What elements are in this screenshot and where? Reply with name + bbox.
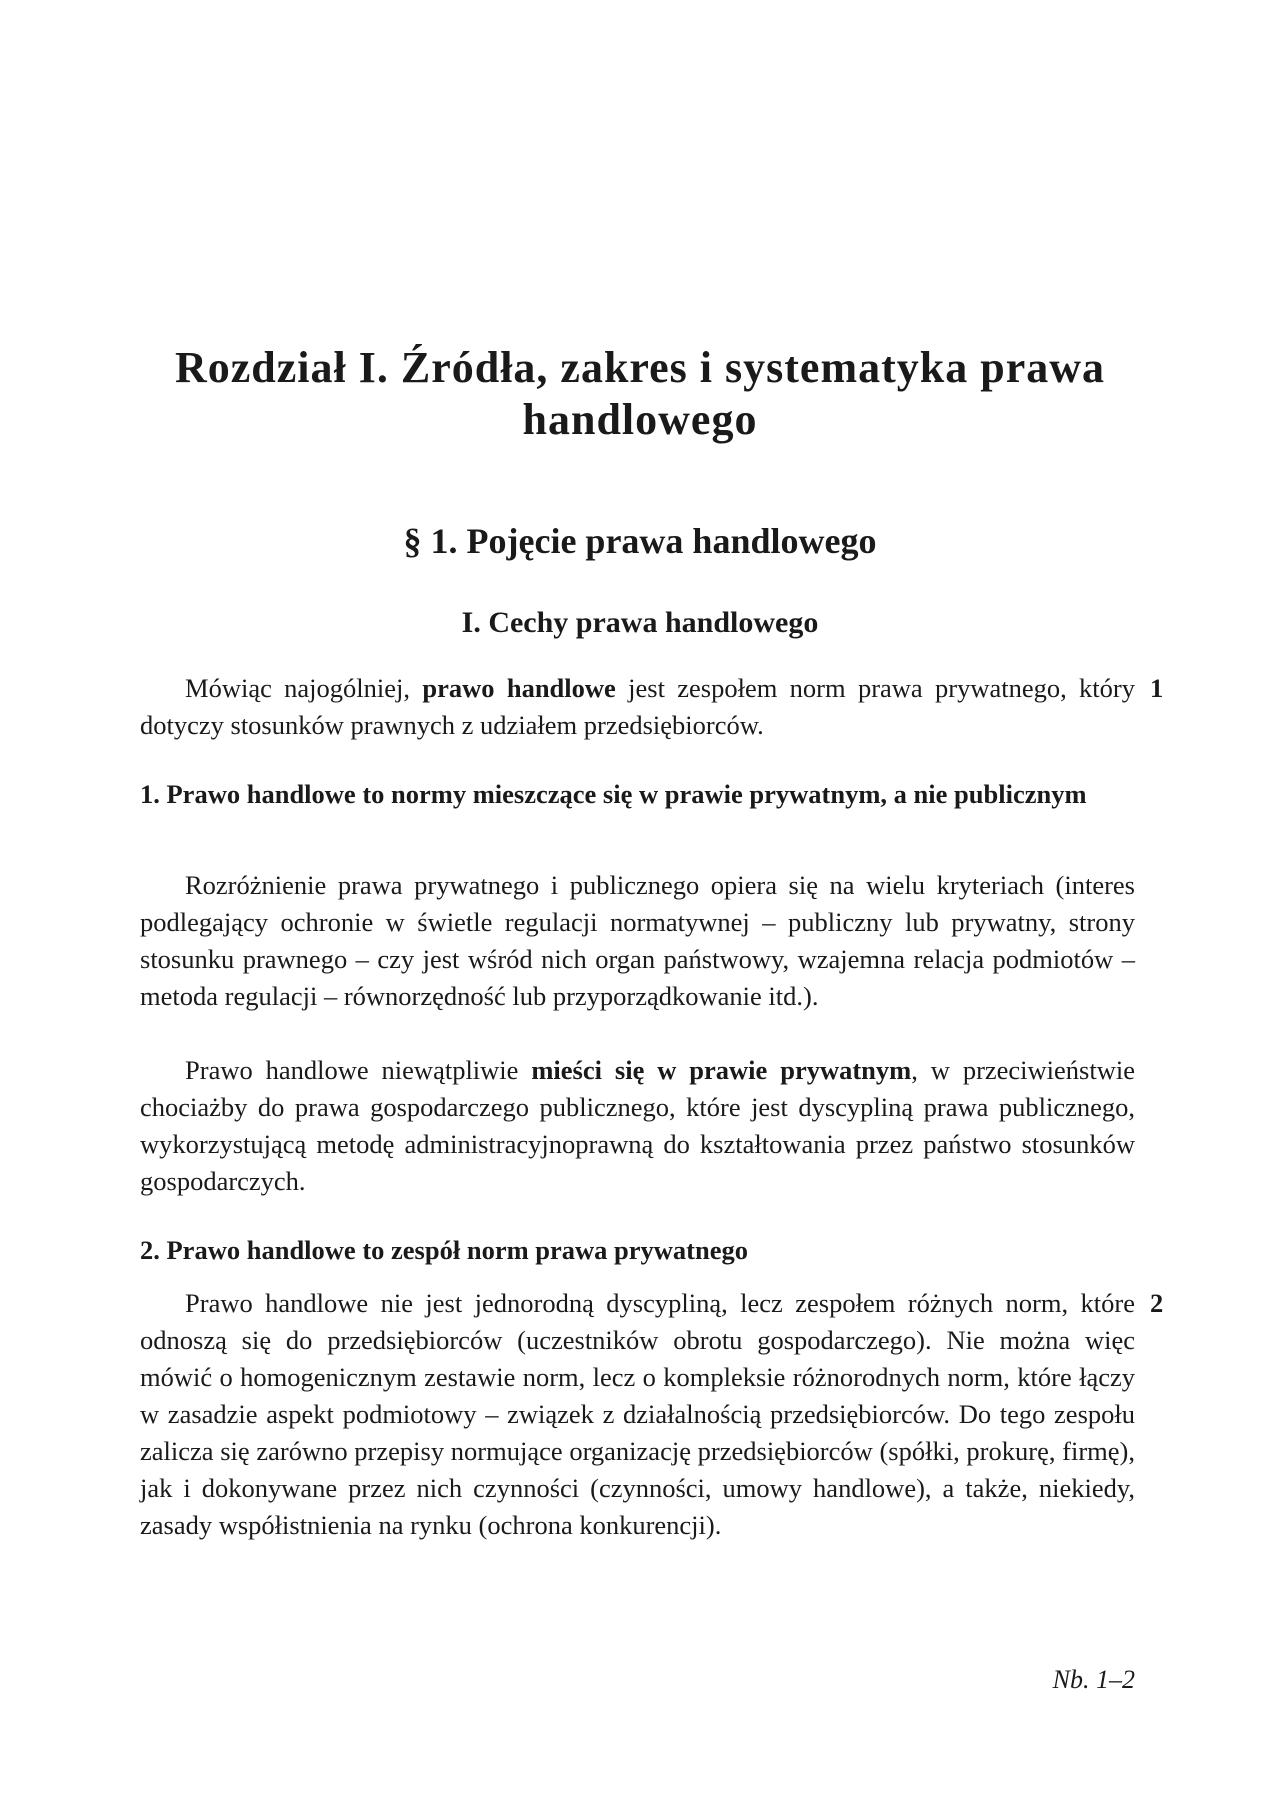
paragraph-4: Prawo handlowe nie jest jednorodną dyscypliną, lecz zespołem różnych norm, które odnoszą się do przedsiębiorców (uczestników obrotu gospodarczego). Nie można więc mówić o homogenicznym zestawie norm, lecz o kompleksie różnorodnych norm, które łączy w zasadzie aspekt podmiotowy – związek z działalnością przedsiębiorców. Do tego zespołu zalicza się zarówno przepisy normujące organizację przedsiębiorców (spółki, prokurę, firmę), jak i dokonywane przez nich czynności (czynności, umowy handlowe), a także, niekiedy, zasady współistnienia na rynku (ochrona konkurencji).	[140, 1288, 1135, 1540]
paragraph-3-bold-term: mieści się w prawie prywatnym	[531, 1055, 912, 1085]
paragraph-3	[140, 1052, 1135, 1200]
paragraph-1-bold-term: prawo handlowe	[422, 673, 616, 703]
chapter-title-line2: handlowego	[522, 395, 758, 444]
heading-1: 1. Prawo handlowe to normy mieszczące się w prawie prywatnym, a nie publicznym	[140, 779, 1087, 809]
heading-2: 2. Prawo handlowe to zespół norm prawa prywatnego	[140, 1235, 748, 1265]
paragraph-1-post: jest zespołem norm prawa prywatnego, który dotyczy stosunków prawnych z udziałem przedsiębiorców.	[140, 673, 1135, 740]
margin-number-1: 1	[1150, 673, 1164, 703]
chapter-title	[120, 342, 1160, 446]
footer-margin-numbers: Nb. 1–2	[1052, 1665, 1135, 1694]
chapter-title-line1: Rozdział I. Źródła, zakres i systematyka prawa	[174, 343, 1106, 392]
paragraph-1	[140, 670, 1135, 744]
paragraph-2: Rozróżnienie prawa prywatnego i publicznego opiera się na wielu kryteriach (interes podlegający ochronie w świetle regulacji normatywnej – publiczny lub prywatny, strony stosunku prawnego – czy jest wśród nich organ państwowy, wzajemna relacja podmiotów – metoda regulacji – równorzędność lub przyporządkowanie itd.).	[140, 870, 1135, 1011]
paragraph-3-post: , w przeciwieństwie chociażby do prawa gospodarczego publicznego, które jest dyscypliną prawa publicznego, wykorzystującą metodę administracyjnoprawną do kształtowania przez państwo stosunków gospodarczych.	[140, 1055, 1135, 1196]
paragraph-1-pre: Mówiąc najogólniej,	[185, 673, 423, 703]
section-title: § 1. Pojęcie prawa handlowego	[403, 521, 877, 561]
subsection-title: I. Cechy prawa handlowego	[461, 606, 819, 639]
margin-number-2: 2	[1150, 1288, 1164, 1318]
paragraph-3-pre: Prawo handlowe niewątpliwie	[185, 1055, 532, 1085]
